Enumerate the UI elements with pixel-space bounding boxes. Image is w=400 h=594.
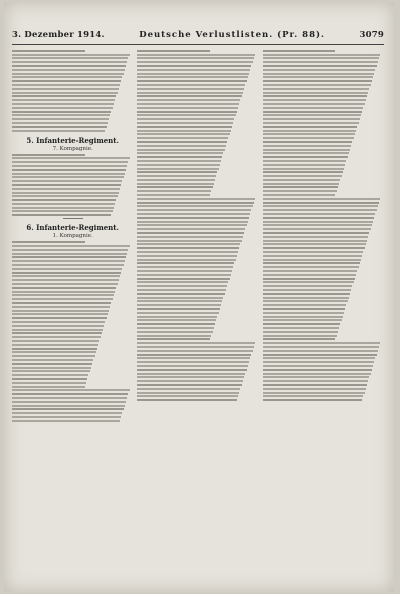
illegible-text-line xyxy=(137,224,246,226)
illegible-text-line xyxy=(12,279,119,281)
illegible-text-line xyxy=(12,264,124,266)
illegible-text-line xyxy=(263,327,339,329)
illegible-text-line xyxy=(12,420,120,422)
illegible-text-line xyxy=(263,384,367,386)
illegible-text-line xyxy=(263,297,349,299)
illegible-text-line xyxy=(12,130,105,132)
illegible-text-line xyxy=(263,160,347,162)
illegible-text-line xyxy=(12,355,95,357)
illegible-text-line xyxy=(12,359,93,361)
illegible-text-line xyxy=(12,207,114,209)
illegible-text-line xyxy=(137,342,255,344)
illegible-text-line xyxy=(137,395,238,397)
illegible-text-line xyxy=(137,327,213,329)
illegible-text-line xyxy=(12,192,119,194)
illegible-text-line xyxy=(137,323,215,325)
illegible-text-line xyxy=(12,363,92,365)
illegible-text-line xyxy=(263,198,381,200)
illegible-text-line xyxy=(137,107,238,109)
header-rule xyxy=(12,44,384,45)
illegible-text-line xyxy=(12,313,108,315)
illegible-text-line xyxy=(12,241,85,243)
illegible-text-line xyxy=(263,323,341,325)
illegible-text-line xyxy=(137,198,255,200)
illegible-text-line xyxy=(137,380,243,382)
illegible-text-line xyxy=(263,247,365,249)
illegible-text-line xyxy=(12,253,127,255)
illegible-text-line xyxy=(12,412,122,414)
illegible-text-line xyxy=(263,57,379,59)
illegible-text-line xyxy=(12,69,125,71)
illegible-text-line xyxy=(263,84,371,86)
illegible-text-line xyxy=(137,354,251,356)
illegible-text-line xyxy=(137,316,217,318)
illegible-text-line xyxy=(263,103,365,105)
illegible-text-line xyxy=(137,304,221,306)
illegible-text-line xyxy=(137,152,223,154)
illegible-text-line xyxy=(12,389,130,391)
illegible-text-line xyxy=(263,114,361,116)
illegible-text-line xyxy=(137,190,211,192)
illegible-text-line xyxy=(12,374,88,376)
illegible-text-line xyxy=(12,57,128,59)
column-1-text-block-b xyxy=(12,154,133,217)
illegible-text-line xyxy=(263,243,366,245)
illegible-text-line xyxy=(137,255,236,257)
illegible-text-line xyxy=(12,118,109,120)
illegible-text-line xyxy=(137,69,250,71)
illegible-text-line xyxy=(263,285,353,287)
illegible-text-line xyxy=(12,84,120,86)
illegible-text-line xyxy=(137,278,229,280)
illegible-text-line xyxy=(12,169,126,171)
illegible-text-line xyxy=(263,73,375,75)
illegible-text-line xyxy=(137,111,236,113)
illegible-text-line xyxy=(263,61,378,63)
illegible-text-line xyxy=(263,92,369,94)
illegible-text-line xyxy=(12,165,127,167)
illegible-text-line xyxy=(263,270,358,272)
column-1-text-block-c xyxy=(12,241,133,421)
illegible-text-line xyxy=(137,130,230,132)
illegible-text-line xyxy=(137,114,235,116)
illegible-text-line xyxy=(263,54,381,56)
illegible-text-line xyxy=(263,236,369,238)
illegible-text-line xyxy=(137,54,255,56)
illegible-text-line xyxy=(12,199,116,201)
illegible-text-line xyxy=(263,331,338,333)
illegible-text-line xyxy=(263,141,353,143)
illegible-text-line xyxy=(137,388,240,390)
illegible-text-line xyxy=(12,188,120,190)
illegible-text-line xyxy=(263,304,347,306)
illegible-text-line xyxy=(12,256,126,258)
illegible-text-line xyxy=(263,69,376,71)
illegible-text-line xyxy=(12,283,118,285)
illegible-text-line xyxy=(137,331,212,333)
illegible-text-line xyxy=(12,214,111,216)
illegible-text-line xyxy=(12,344,98,346)
illegible-text-line xyxy=(263,300,348,302)
illegible-text-line xyxy=(12,397,127,399)
illegible-text-line xyxy=(263,76,373,78)
illegible-text-line xyxy=(137,373,245,375)
illegible-text-line xyxy=(137,80,246,82)
illegible-text-line xyxy=(137,266,233,268)
illegible-text-line xyxy=(263,312,344,314)
illegible-text-line xyxy=(137,361,249,363)
illegible-text-line xyxy=(263,186,338,188)
illegible-text-line xyxy=(12,122,108,124)
company-subheading-6: 1. Kompagnie. xyxy=(52,233,93,240)
illegible-text-line xyxy=(12,294,114,296)
illegible-text-line xyxy=(263,156,348,158)
illegible-text-line xyxy=(263,259,361,261)
illegible-text-line xyxy=(137,145,226,147)
illegible-text-line xyxy=(137,243,240,245)
illegible-text-line xyxy=(263,392,365,394)
illegible-text-line xyxy=(263,365,373,367)
illegible-text-line xyxy=(12,54,130,56)
illegible-text-line xyxy=(263,373,371,375)
column-1-text-block-a xyxy=(12,50,133,132)
illegible-text-line xyxy=(12,321,105,323)
illegible-text-line xyxy=(263,107,364,109)
illegible-text-line xyxy=(137,88,244,90)
illegible-text-line xyxy=(12,92,118,94)
illegible-text-line xyxy=(137,118,234,120)
illegible-text-line xyxy=(137,251,238,253)
illegible-text-line xyxy=(137,209,251,211)
illegible-text-line xyxy=(137,50,210,52)
illegible-text-line xyxy=(12,291,115,293)
illegible-text-line xyxy=(12,260,125,262)
illegible-text-line xyxy=(263,217,375,219)
illegible-text-line xyxy=(263,171,343,173)
illegible-text-line xyxy=(263,232,370,234)
illegible-text-line xyxy=(137,160,221,162)
illegible-text-line xyxy=(137,175,216,177)
illegible-text-line xyxy=(263,224,372,226)
illegible-text-line xyxy=(12,95,116,97)
illegible-text-line xyxy=(137,228,245,230)
illegible-text-line xyxy=(263,145,352,147)
illegible-text-line xyxy=(12,114,110,116)
illegible-text-line xyxy=(137,376,244,378)
illegible-text-line xyxy=(137,319,216,321)
illegible-text-line xyxy=(137,285,227,287)
company-subheading-5: 7. Kompagnie. xyxy=(52,145,93,152)
illegible-text-line xyxy=(137,338,210,340)
illegible-text-line xyxy=(263,316,343,318)
column-3 xyxy=(263,48,384,586)
illegible-text-line xyxy=(263,137,354,139)
illegible-text-line xyxy=(12,370,90,372)
illegible-text-line xyxy=(137,122,233,124)
illegible-text-line xyxy=(137,281,228,283)
illegible-text-line xyxy=(263,388,366,390)
illegible-text-line xyxy=(12,401,126,403)
illegible-text-line xyxy=(12,50,85,52)
illegible-text-line xyxy=(137,133,229,135)
illegible-text-line xyxy=(263,122,359,124)
illegible-text-line xyxy=(12,80,121,82)
page-number: 3079 xyxy=(359,30,384,40)
illegible-text-line xyxy=(263,149,350,151)
illegible-text-line xyxy=(12,61,127,63)
illegible-text-line xyxy=(263,274,356,276)
regiment-heading-5: 5. Infanterie-Regiment. xyxy=(26,135,119,145)
illegible-text-line xyxy=(137,232,244,234)
illegible-text-line xyxy=(263,308,346,310)
illegible-text-line xyxy=(263,179,341,181)
illegible-text-line xyxy=(263,278,355,280)
illegible-text-line xyxy=(263,251,364,253)
newspaper-page xyxy=(4,2,394,592)
illegible-text-line xyxy=(137,217,249,219)
illegible-text-line xyxy=(263,361,375,363)
header-title xyxy=(139,30,325,40)
illegible-text-line xyxy=(137,73,249,75)
illegible-text-line xyxy=(12,287,116,289)
illegible-text-line xyxy=(137,99,240,101)
illegible-text-line xyxy=(137,171,217,173)
illegible-text-line xyxy=(263,240,367,242)
illegible-text-line xyxy=(263,99,366,101)
illegible-text-line xyxy=(137,183,213,185)
illegible-text-line xyxy=(137,384,241,386)
illegible-text-line xyxy=(137,270,232,272)
illegible-text-line xyxy=(263,126,358,128)
illegible-text-line xyxy=(137,365,247,367)
illegible-text-line xyxy=(263,262,360,264)
section-divider xyxy=(63,218,83,219)
illegible-text-line xyxy=(137,95,241,97)
illegible-text-line xyxy=(263,266,359,268)
illegible-text-line xyxy=(137,262,234,264)
illegible-text-line xyxy=(12,249,128,251)
illegible-text-line xyxy=(263,289,352,291)
illegible-text-line xyxy=(263,168,344,170)
regiment-heading-6: 6. Infanterie-Regiment. xyxy=(26,223,119,233)
illegible-text-line xyxy=(12,298,113,300)
illegible-text-line xyxy=(263,255,362,257)
illegible-text-line xyxy=(137,297,223,299)
illegible-text-line xyxy=(137,247,239,249)
illegible-text-line xyxy=(263,350,378,352)
illegible-text-line xyxy=(12,317,107,319)
column-1 xyxy=(12,48,133,586)
illegible-text-line xyxy=(137,84,245,86)
illegible-text-line xyxy=(137,312,218,314)
illegible-text-line xyxy=(12,161,128,163)
illegible-text-line xyxy=(12,210,113,212)
illegible-text-line xyxy=(12,408,124,410)
illegible-text-line xyxy=(263,111,362,113)
illegible-text-line xyxy=(12,351,96,353)
illegible-text-line xyxy=(12,88,119,90)
illegible-text-line xyxy=(137,213,250,215)
illegible-text-line xyxy=(137,369,246,371)
illegible-text-line xyxy=(12,302,111,304)
illegible-text-line xyxy=(12,329,103,331)
illegible-text-line xyxy=(12,180,122,182)
illegible-text-line xyxy=(137,149,224,151)
illegible-text-line xyxy=(12,336,101,338)
illegible-text-line xyxy=(263,130,356,132)
illegible-text-line xyxy=(137,194,210,196)
illegible-text-line xyxy=(263,357,376,359)
illegible-text-line xyxy=(137,289,226,291)
illegible-text-line xyxy=(263,338,336,340)
illegible-text-line xyxy=(12,173,125,175)
illegible-text-line xyxy=(12,154,85,156)
illegible-text-line xyxy=(137,126,232,128)
issue-number: (Pr. 88). xyxy=(277,30,325,40)
illegible-text-line xyxy=(263,380,369,382)
illegible-text-line xyxy=(137,221,247,223)
illegible-text-line xyxy=(12,99,115,101)
illegible-text-line xyxy=(12,310,109,312)
illegible-text-line xyxy=(137,156,222,158)
illegible-text-line xyxy=(137,141,227,143)
illegible-text-line xyxy=(12,245,130,247)
illegible-text-line xyxy=(137,335,211,337)
illegible-text-line xyxy=(263,118,360,120)
illegible-text-line xyxy=(263,152,349,154)
illegible-text-line xyxy=(263,346,379,348)
text-columns xyxy=(12,48,384,586)
illegible-text-line xyxy=(12,73,124,75)
illegible-text-line xyxy=(137,168,218,170)
illegible-text-line xyxy=(137,293,224,295)
illegible-text-line xyxy=(137,236,243,238)
illegible-text-line xyxy=(12,76,122,78)
illegible-text-line xyxy=(263,164,346,166)
illegible-text-line xyxy=(12,367,91,369)
header-date: 3. Dezember 1914. xyxy=(12,30,105,40)
illegible-text-line xyxy=(263,183,339,185)
illegible-text-line xyxy=(137,137,228,139)
illegible-text-line xyxy=(137,274,230,276)
illegible-text-line xyxy=(263,205,378,207)
illegible-text-line xyxy=(263,50,336,52)
illegible-text-line xyxy=(12,111,111,113)
illegible-text-line xyxy=(12,272,121,274)
illegible-text-line xyxy=(12,332,102,334)
illegible-text-line xyxy=(137,259,235,261)
illegible-text-line xyxy=(263,354,377,356)
illegible-text-line xyxy=(12,325,104,327)
illegible-text-line xyxy=(263,88,370,90)
illegible-text-line xyxy=(12,126,107,128)
illegible-text-line xyxy=(263,342,381,344)
illegible-text-line xyxy=(137,164,220,166)
illegible-text-line xyxy=(137,392,239,394)
illegible-text-line xyxy=(263,213,376,215)
illegible-text-line xyxy=(263,202,379,204)
illegible-text-line xyxy=(263,335,337,337)
illegible-text-line xyxy=(12,306,110,308)
illegible-text-line xyxy=(12,378,87,380)
illegible-text-line xyxy=(137,103,239,105)
illegible-text-line xyxy=(12,176,124,178)
illegible-text-line xyxy=(137,399,236,401)
illegible-text-line xyxy=(12,65,126,67)
publication-title: Deutsche Verlustlisten. xyxy=(139,30,274,40)
illegible-text-line xyxy=(263,376,370,378)
illegible-text-line xyxy=(263,194,336,196)
illegible-text-line xyxy=(263,281,354,283)
illegible-text-line xyxy=(12,275,120,277)
illegible-text-line xyxy=(12,416,121,418)
illegible-text-line xyxy=(263,293,350,295)
illegible-text-line xyxy=(137,346,253,348)
illegible-text-line xyxy=(263,175,342,177)
illegible-text-line xyxy=(137,240,241,242)
illegible-text-line xyxy=(263,190,337,192)
illegible-text-line xyxy=(12,405,125,407)
illegible-text-line xyxy=(12,184,121,186)
column-2 xyxy=(137,48,258,586)
illegible-text-line xyxy=(12,203,115,205)
illegible-text-line xyxy=(137,76,247,78)
illegible-text-line xyxy=(263,369,372,371)
page-header xyxy=(12,30,384,44)
illegible-text-line xyxy=(263,221,373,223)
illegible-text-line xyxy=(137,179,215,181)
illegible-text-line xyxy=(137,205,252,207)
illegible-text-line xyxy=(12,348,97,350)
illegible-text-line xyxy=(12,107,113,109)
illegible-text-line xyxy=(263,133,355,135)
illegible-text-line xyxy=(263,80,372,82)
illegible-text-line xyxy=(263,228,371,230)
illegible-text-line xyxy=(12,393,128,395)
illegible-text-line xyxy=(263,395,364,397)
illegible-text-line xyxy=(12,103,114,105)
illegible-text-line xyxy=(263,209,377,211)
illegible-text-line xyxy=(137,300,222,302)
illegible-text-line xyxy=(263,399,362,401)
illegible-text-line xyxy=(12,157,130,159)
illegible-text-line xyxy=(137,92,243,94)
illegible-text-line xyxy=(12,386,85,388)
illegible-text-line xyxy=(137,65,251,67)
illegible-text-line xyxy=(12,382,86,384)
illegible-text-line xyxy=(137,350,252,352)
illegible-text-line xyxy=(12,195,118,197)
illegible-text-line xyxy=(263,95,367,97)
illegible-text-line xyxy=(12,268,122,270)
illegible-text-line xyxy=(137,202,253,204)
illegible-text-line xyxy=(137,186,212,188)
illegible-text-line xyxy=(137,308,220,310)
illegible-text-line xyxy=(12,340,99,342)
illegible-text-line xyxy=(137,357,250,359)
illegible-text-line xyxy=(137,61,252,63)
illegible-text-line xyxy=(137,57,253,59)
illegible-text-line xyxy=(263,65,377,67)
illegible-text-line xyxy=(263,319,342,321)
